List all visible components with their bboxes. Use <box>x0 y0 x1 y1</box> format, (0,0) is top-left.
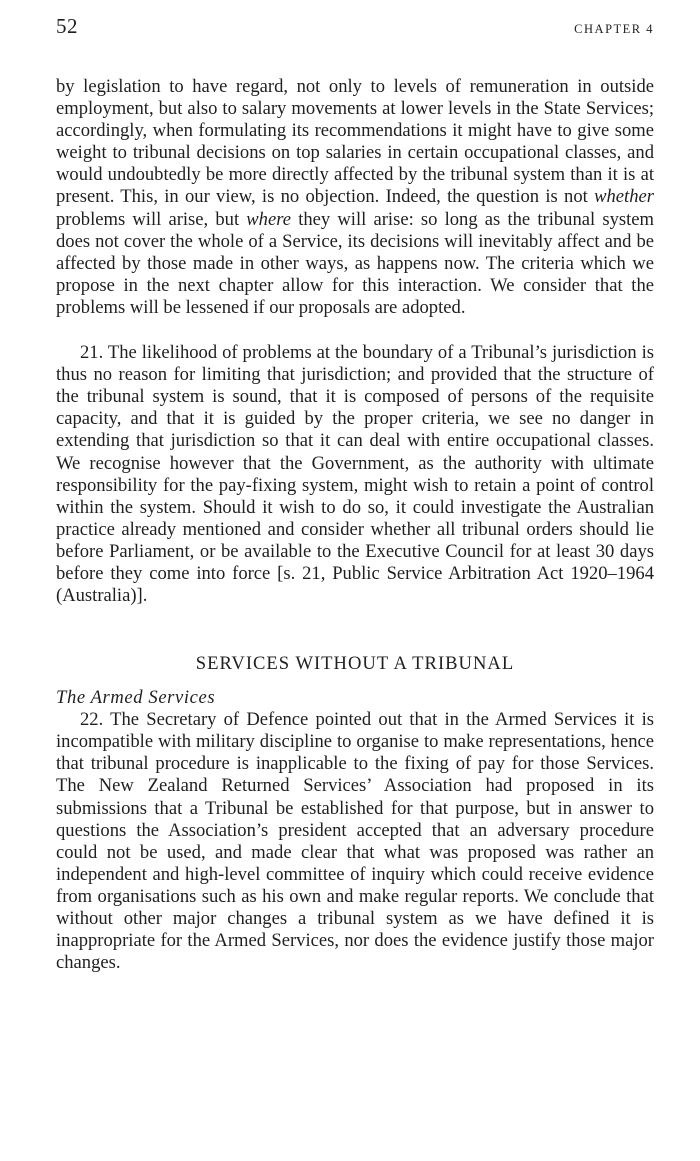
paragraph-number: 21. <box>80 342 104 364</box>
paragraph-text: they will arise: so long as the tribunal system does not cover the whole of a Service, its decisions will inevitably affect and be affected by those made in other ways, as happens now. The criteria which we propose in the next chapter allow for this interaction. We consider that the problems will be lessened if our proposals are adopted. <box>56 208 654 318</box>
chapter-label: CHAPTER 4 <box>574 22 654 36</box>
paragraph-21 <box>56 342 654 607</box>
page-number: 52 <box>56 14 78 38</box>
paragraph-text: problems will arise, but <box>56 208 247 230</box>
paragraph-20-continued <box>56 76 654 319</box>
paragraph-text: The Secretary of Defence pointed out that in the Armed Services it is incompatible with military discipline to organise to make representations, hence that tribunal procedure is inapplicable to the fixing of pay for those Services. The New Zealand Returned Services’ Association had proposed in its submissions that a Tribunal be established for that purpose, but in answer to questions the Association’s president accepted that an adversary procedure could not be used, and made clear that what was proposed was rather an independent and high-level committee of inquiry which could receive evidence from organisations such as his own and make regular reports. We conclude that without other major changes a tribunal system as we have defined it is inappropriate for the Armed Services, nor does the evidence justify those major changes. <box>56 709 654 974</box>
emphasis-whether: whether <box>594 186 654 208</box>
document-page <box>56 14 654 974</box>
running-header <box>56 14 654 48</box>
paragraph-text: by legislation to have regard, not only to levels of remuneration in outside employment, but also to salary movements at lower levels in the State Services; accordingly, when formulating its recommendations it might have to give some weight to tribunal decisions on top salaries in certain occupational classes, and would undoubtedly be more directly affected by the tribunal system than it is at present. This, in our view, is no objection. Indeed, the question is not <box>56 76 654 208</box>
section-heading: SERVICES WITHOUT A TRIBUNAL <box>195 653 515 675</box>
paragraph-text: The likelihood of problems at the boundary of a Tribunal’s jurisdiction is thus no reason for limiting that jurisdiction; and provided that the structure of the tribunal system is sound, that it is composed of persons of the requisite capacity, and that it is guided by the proper criteria, we see no danger in extending that jurisdiction so that it can deal with entire occupational classes. We recognise however that the Government, as the authority with ultimate responsibility for the pay-fixing system, might wish to retain a point of control within the system. Should it wish to do so, it could investigate the Australian practice already mentioned and consider whether all tribunal orders should lie before Parliament, or be available to the Executive Council for at least 30 days before they come into force [s. 21, Public Service Arbitration Act 1920–1964 (Australia)]. <box>56 342 654 607</box>
paragraph-22 <box>56 709 654 974</box>
paragraph-number: 22. <box>80 709 104 731</box>
subsection-heading: The Armed Services <box>56 687 216 709</box>
emphasis-where: where <box>246 208 292 230</box>
